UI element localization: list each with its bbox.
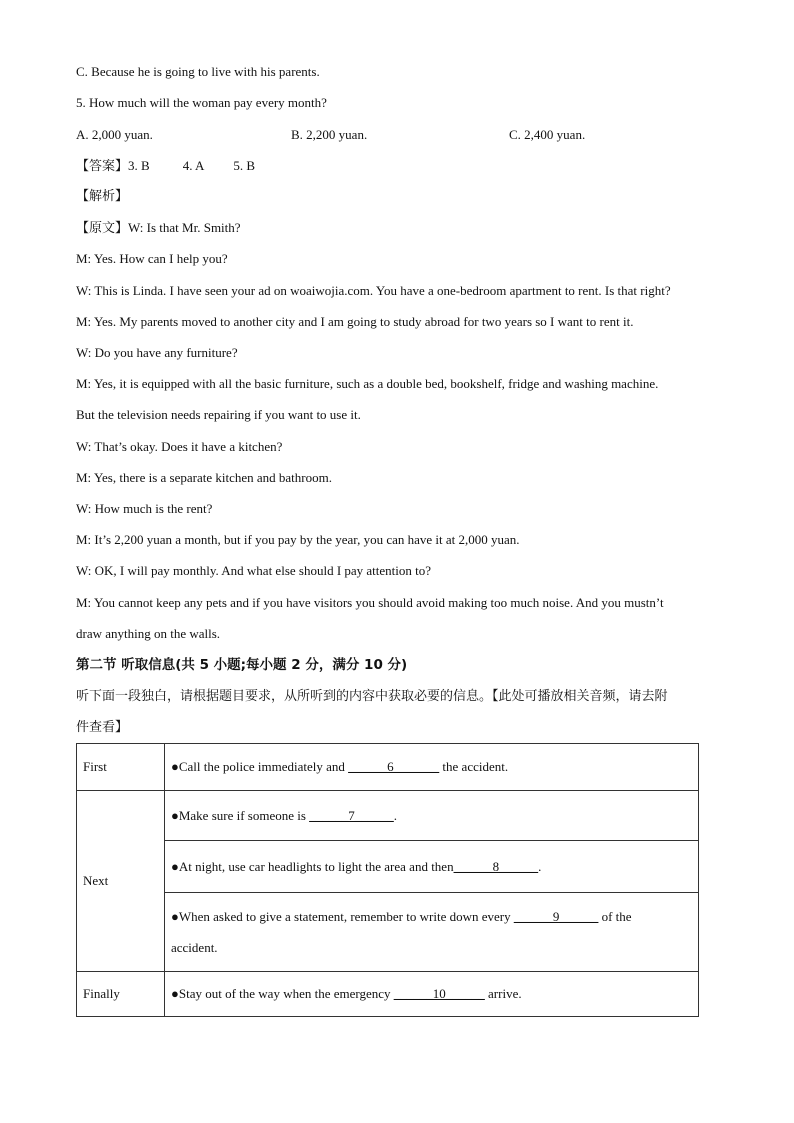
table-row [77, 744, 699, 791]
transcript-line: draw anything on the walls. [76, 626, 221, 641]
q5-question: 5. How much will the woman pay every month? [76, 95, 327, 110]
transcript-line: W: That’s okay. Does it have a kitchen? [76, 439, 283, 454]
transcript-line: M: Yes, it is equipped with all the basic furniture, such as a double bed, bookshelf, fridge and washing machine. [76, 376, 659, 391]
table-row [77, 893, 699, 972]
q4-option-c: C. Because he is going to live with his parents. [76, 64, 320, 79]
answer-blank-6[interactable]: ______6_______ [348, 759, 440, 774]
section-heading: 第二节 听取信息(共 5 小题;每小题 2 分，满分 10 分) [76, 657, 408, 673]
table-cell [165, 972, 699, 1017]
cell-text: of the [598, 909, 632, 924]
answer-item: 4. A [182, 158, 205, 173]
answer-label: 【答案】 [76, 159, 129, 174]
row-label-first: First [77, 744, 165, 791]
transcript-line [76, 219, 241, 238]
table-cell [165, 893, 699, 972]
cell-text: ●At night, use car headlights to light the area and then [171, 858, 454, 874]
cell-text: . [393, 807, 397, 823]
transcript-label: 【原文】 [76, 221, 129, 236]
cell-text: the accident. [439, 759, 509, 774]
transcript-line: M: It’s 2,200 yuan a month, but if you pay by the year, you can have it at 2,000 yuan. [76, 532, 520, 547]
table-cell [165, 744, 699, 791]
cell-text: accident. [171, 940, 218, 955]
answer-blank-7[interactable]: ______7______ [309, 807, 394, 823]
answer-blank-8[interactable]: ______8______ [453, 858, 539, 874]
cell-text: ●Call the police immediately and [171, 759, 349, 774]
transcript-line: W: This is Linda. I have seen your ad on woaiwojia.com. You have a one-bedroom apartment to rent. Is that right? [76, 283, 671, 298]
row-label-next: Next [77, 791, 165, 972]
transcript-text: W: Is that Mr. Smith? [128, 220, 241, 235]
transcript-line: W: OK, I will pay monthly. And what else should I pay attention to? [76, 563, 432, 578]
transcript-line: M: Yes. How can I help you? [76, 251, 228, 266]
section-instruction: 听下面一段独白，请根据题目要求，从所听到的内容中获取必要的信息。【此处可播放相关音频，请去附 [76, 689, 668, 704]
transcript-line: W: How much is the rent? [76, 501, 213, 516]
transcript-line: But the television needs repairing if you want to use it. [76, 407, 361, 422]
answer-item: 3. B [128, 158, 150, 173]
cell-text: arrive. [484, 986, 522, 1001]
row-label-finally: Finally [77, 972, 165, 1017]
table-cell [165, 791, 699, 841]
transcript-line: M: You cannot keep any pets and if you have visitors you should avoid making too much noise. And you mustn’t [76, 595, 664, 610]
table-row [77, 791, 699, 841]
cell-text: . [538, 858, 542, 874]
cell-text: ●When asked to give a statement, remember to write down every [171, 909, 514, 924]
answer-blank-10[interactable]: ______10______ [393, 986, 485, 1001]
q5-option-b: B. 2,200 yuan. [291, 127, 368, 142]
analysis-label: 【解析】 [76, 189, 129, 204]
table-row [77, 972, 699, 1017]
q5-option-a: A. 2,000 yuan. [76, 127, 153, 142]
answer-item: 5. B [233, 158, 256, 173]
cell-text: ●Make sure if someone is [171, 807, 310, 823]
info-table [76, 743, 699, 1017]
transcript-line: W: Do you have any furniture? [76, 345, 238, 360]
transcript-line: M: Yes, there is a separate kitchen and bathroom. [76, 470, 332, 485]
answer-blank-9[interactable]: ______9______ [513, 909, 599, 924]
cell-text: ●Stay out of the way when the emergency [171, 986, 394, 1001]
answer-line [76, 157, 255, 176]
q5-option-c: C. 2,400 yuan. [509, 127, 586, 142]
transcript-line: M: Yes. My parents moved to another city and I am going to study abroad for two years so I want to rent it. [76, 314, 634, 329]
table-row [77, 841, 699, 893]
table-cell [165, 841, 699, 893]
section-instruction: 件查看】 [76, 720, 129, 735]
